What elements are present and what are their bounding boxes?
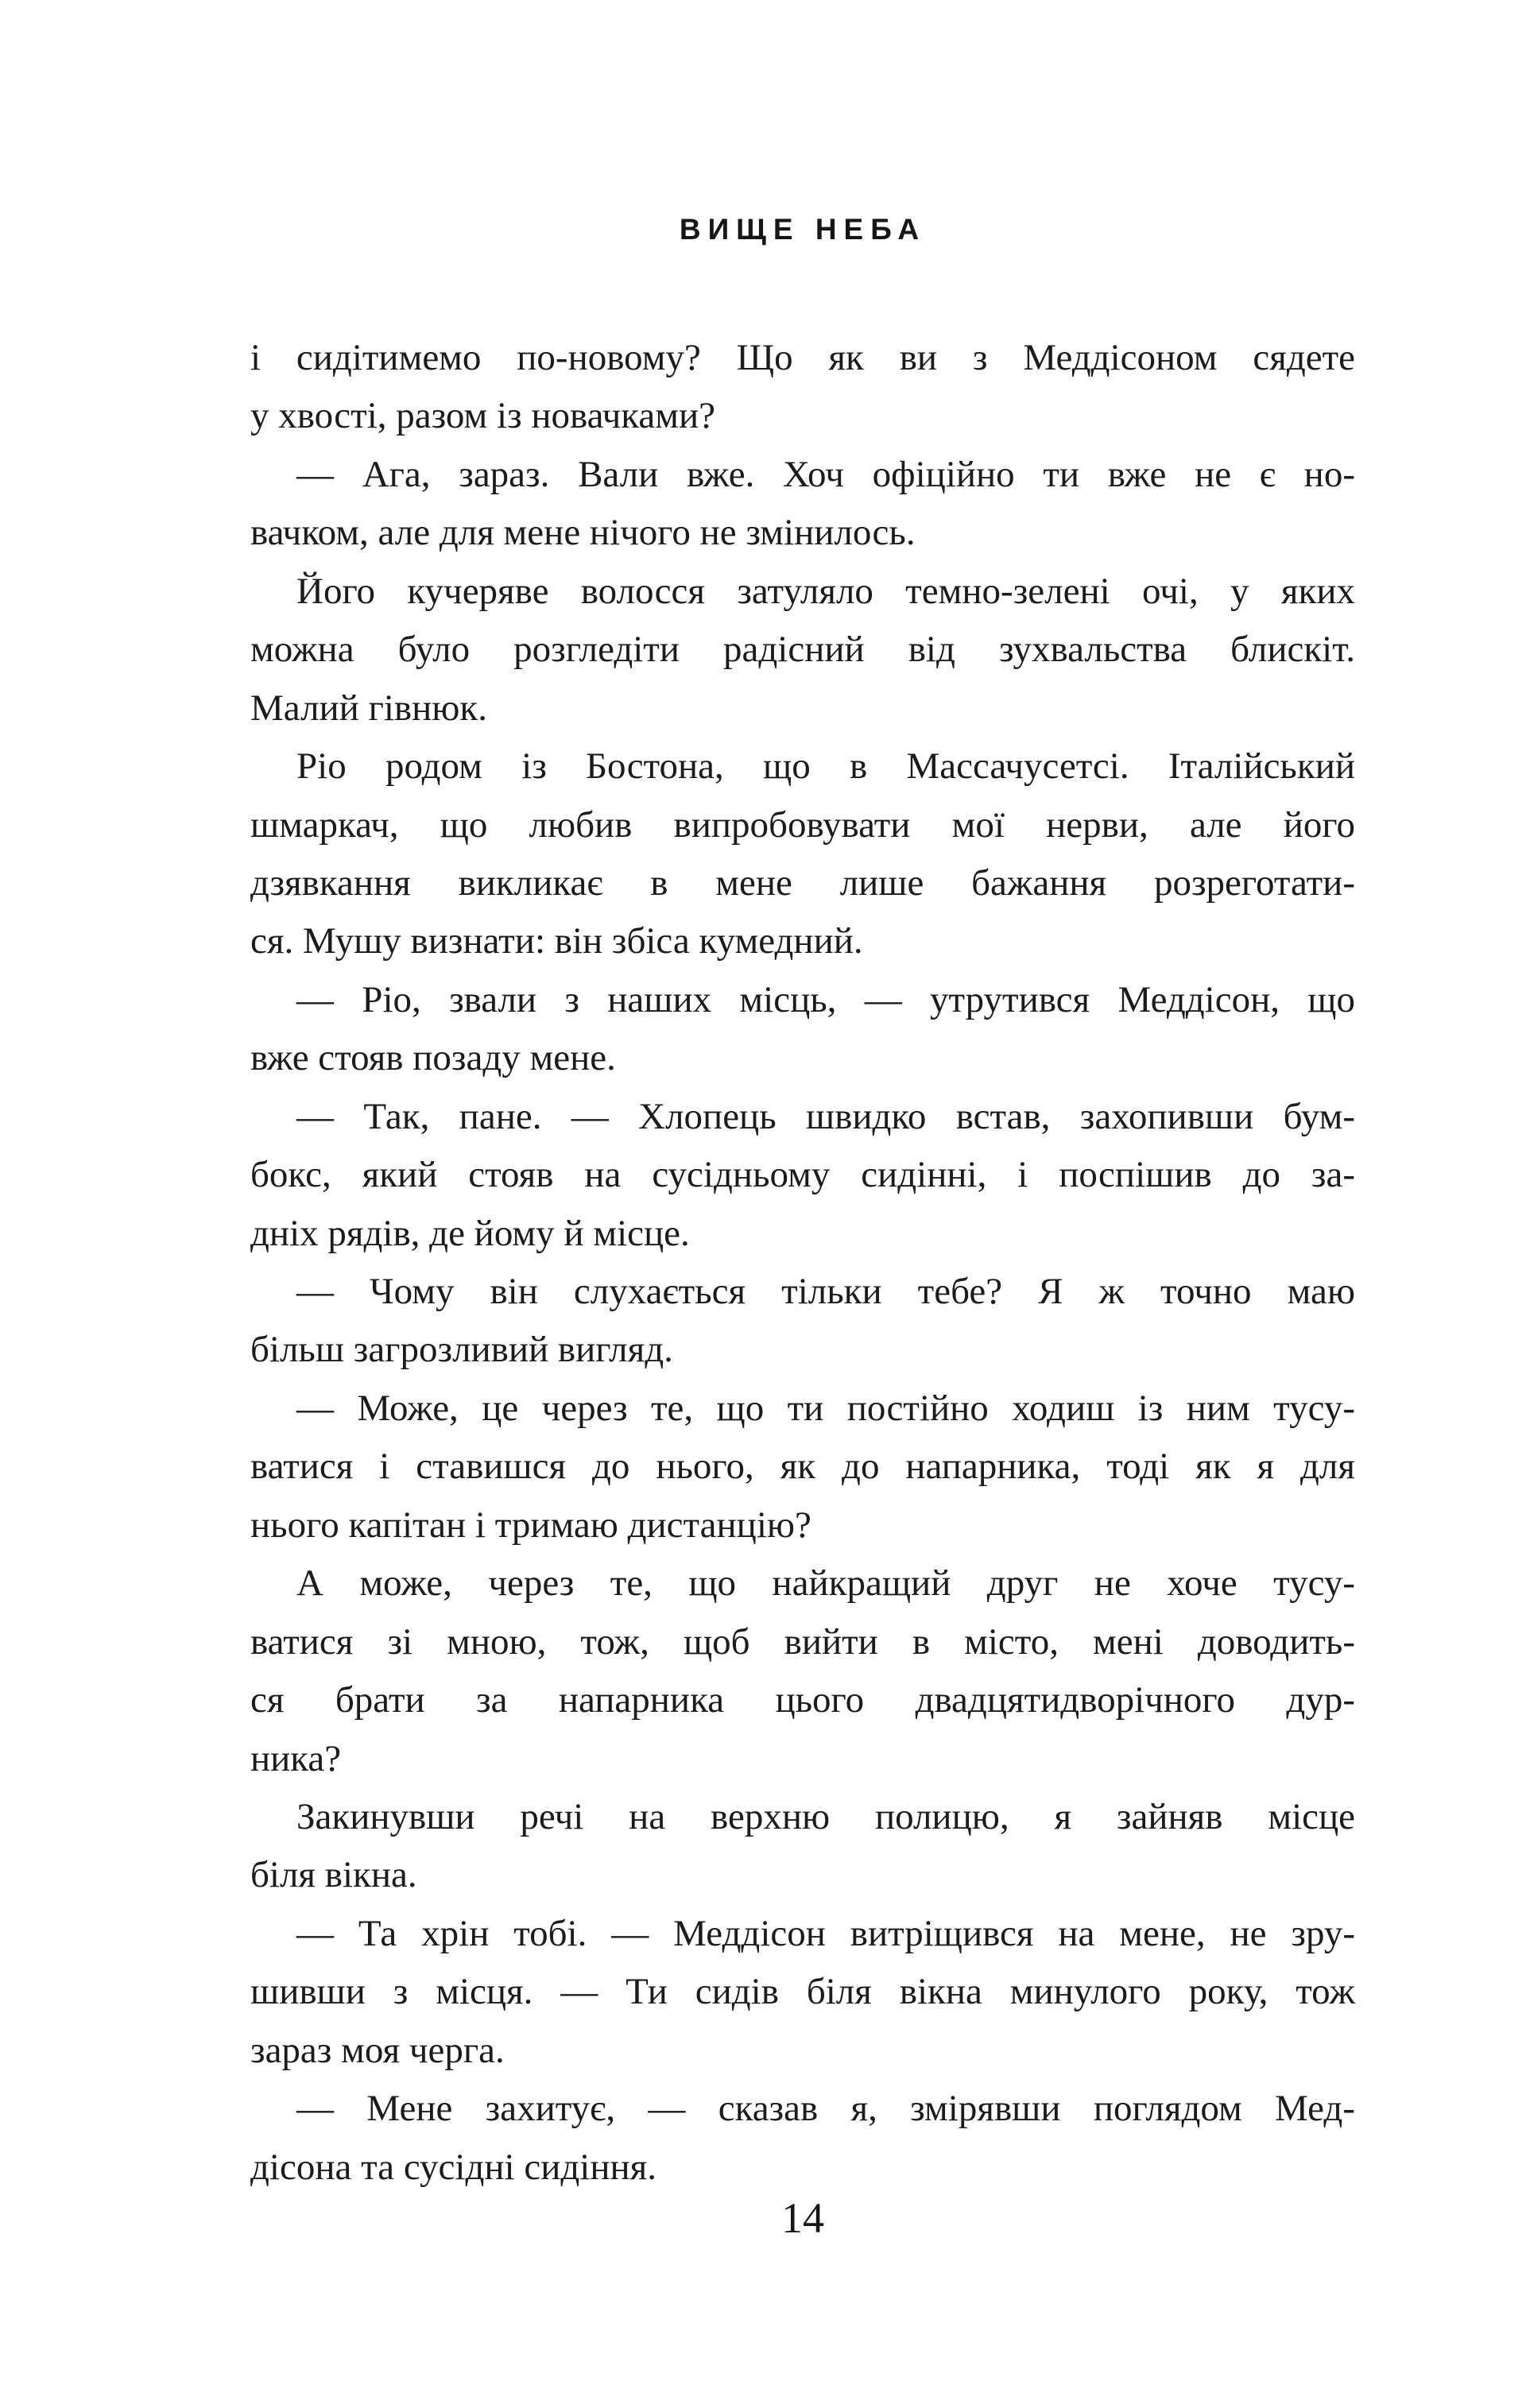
text-line: біля вікна. — [250, 1854, 417, 1896]
text-line: можна було розгледіти радісний від зухвальства блискіт. — [250, 629, 1355, 671]
text-line: дніх рядів, де йому й місце. — [250, 1212, 690, 1254]
text-line: бокс, який стояв на сусідньому сидінні, і поспішив до за- — [250, 1154, 1355, 1196]
text-line: дісона та сусідні сидіння. — [250, 2146, 657, 2188]
text-line: Його кучеряве волосся затуляло темно-зелені очі, у яких — [296, 570, 1355, 612]
text-line: — Та хрін тобі. — Меддісон витріщився на мене, не зру- — [296, 1912, 1355, 1954]
text-line: ника? — [250, 1737, 342, 1779]
text-line: ватися зі мною, тож, щоб вийти в місто, мені доводить- — [250, 1620, 1355, 1663]
text-line: — Так, пане. — Хлопець швидко встав, захопивши бум- — [296, 1095, 1355, 1137]
text-line: — Чому він слухається тільки тебе? Я ж точно маю — [296, 1271, 1355, 1312]
text-line: ся. Мушу визнати: він збіса кумедний. — [250, 920, 863, 962]
text-line: вачком, але для мене нічого не змінилось. — [250, 512, 916, 554]
text-line: більш загрозливий вигляд. — [250, 1329, 673, 1371]
text-line: дзявкання викликає в мене лише бажання розреготати- — [250, 861, 1355, 904]
text-line: і сидітимемо по-новому? Що як ви з Меддісоном сядете — [250, 337, 1355, 378]
text-line: — Мене захитує, — сказав я, змірявши поглядом Мед- — [296, 2088, 1355, 2130]
text-line: у хвості, разом із новачками? — [250, 395, 715, 437]
text-line: Закинувши речі на верхню полицю, я зайняв місце — [296, 1795, 1355, 1837]
text-line: Ріо родом із Бостона, що в Массачусетсі. Італійський — [296, 745, 1355, 788]
text-line: шмаркач, що любив випробовувати мої нерви, але його — [250, 803, 1355, 846]
text-line: зараз моя черга. — [250, 2029, 505, 2071]
text-line: — Може, це через те, що ти постійно ходиш із ним тусу- — [296, 1387, 1355, 1429]
body-text-block — [250, 329, 1355, 2197]
text-line: вже стояв позаду мене. — [250, 1037, 616, 1079]
text-line: нього капітан і тримаю дистанцію? — [250, 1504, 811, 1546]
text-line: шивши з місця. — Ти сидів біля вікна минулого року, тож — [250, 1971, 1355, 2013]
page-number: 14 — [781, 2194, 824, 2242]
text-line: А може, через те, що найкращий друг не хоче тусу- — [296, 1562, 1355, 1605]
text-line: — Ріо, звали з наших місць, — утрутився Меддісон, що — [296, 978, 1355, 1020]
text-line: ватися і ставишся до нього, як до напарника, тоді як я для — [250, 1446, 1355, 1488]
text-line: ся брати за напарника цього двадцятидворічного дур- — [250, 1679, 1355, 1721]
text-line: Малий гівнюк. — [250, 687, 487, 729]
text-line: — Ага, зараз. Вали вже. Хоч офіційно ти вже не є но- — [296, 453, 1355, 495]
running-header: ВИЩЕ НЕБА — [679, 213, 927, 246]
